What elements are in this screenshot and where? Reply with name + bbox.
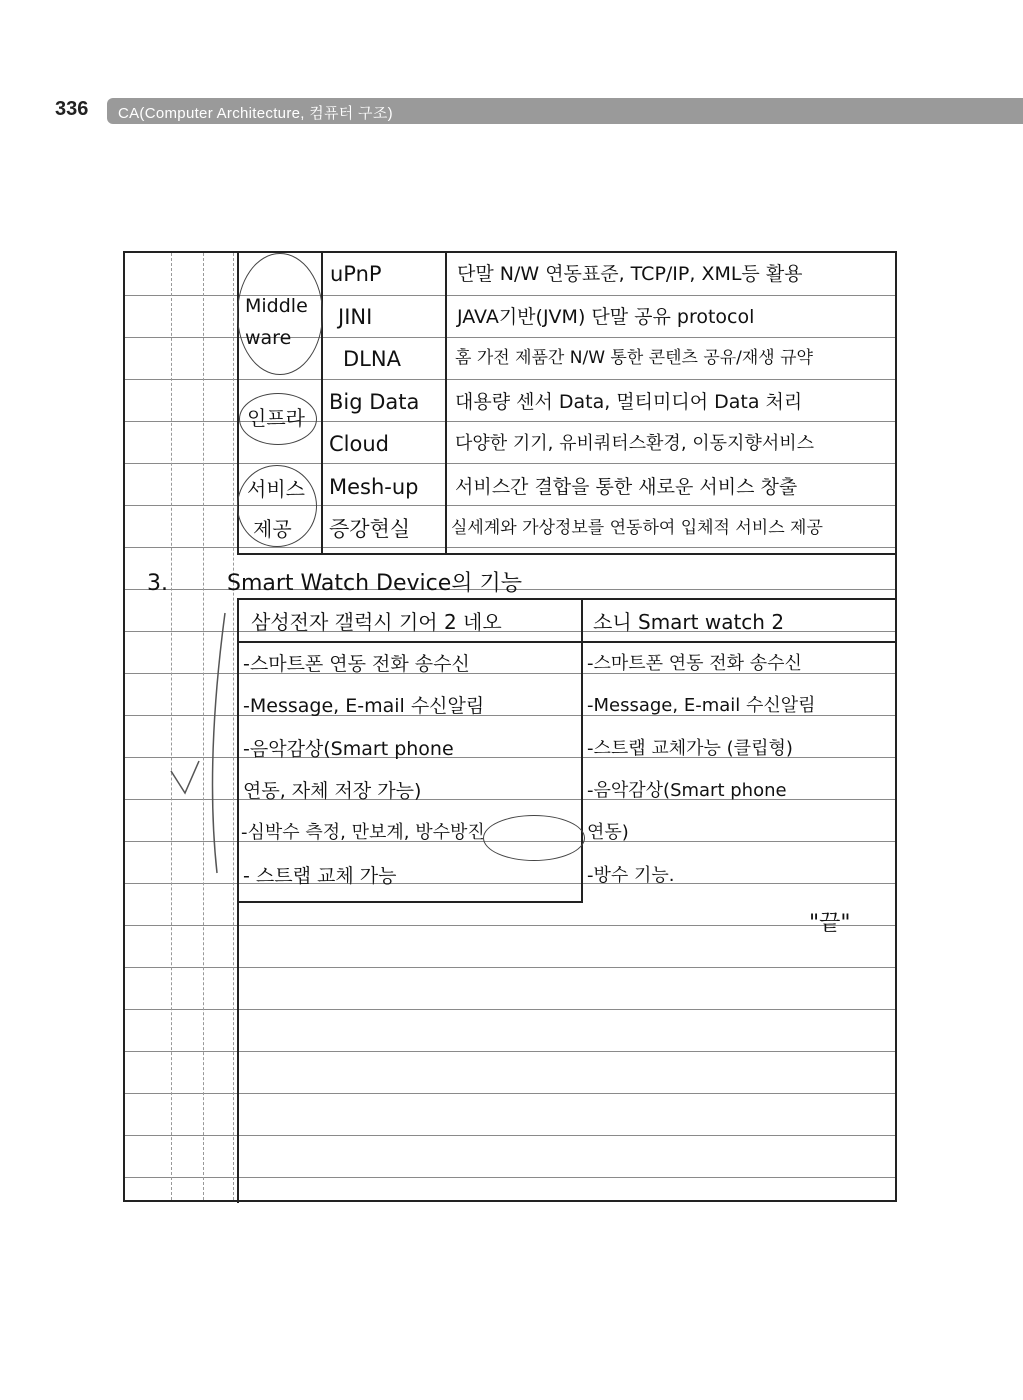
- tech-desc: 다양한 기기, 유비쿼터스환경, 이동지향서비스: [455, 433, 814, 454]
- watch-right-line: -스마트폰 연동 전화 송수신: [587, 653, 802, 674]
- group-label-service: 서비스: [247, 477, 305, 501]
- watch-left-line: 연동, 자체 저장 가능): [243, 780, 422, 802]
- end-mark: "끝": [809, 911, 851, 936]
- check-mark-icon: [165, 583, 235, 883]
- page-header: [0, 96, 1023, 128]
- table-border: [237, 598, 897, 600]
- answer-sheet: [123, 251, 897, 1202]
- tech-desc: 단말 N/W 연동표준, TCP/IP, XML등 활용: [457, 263, 803, 285]
- table-border: [237, 901, 581, 903]
- tech-desc: 홈 가전 제품간 N/W 통한 콘텐츠 공유/재생 규약: [455, 348, 813, 368]
- tech-desc: 서비스간 결합을 통한 새로운 서비스 창출: [455, 476, 798, 498]
- watch-left-line: -심박수 측정, 만보계, 방수방진: [241, 822, 485, 843]
- waterproof-circle: [483, 815, 585, 861]
- watch-right-line: 연동): [587, 822, 629, 843]
- table-border: [581, 598, 583, 903]
- table-border: [445, 253, 447, 553]
- group-label-middleware: ware: [245, 327, 292, 349]
- watch-right-line: -Message, E-mail 수신알림: [587, 695, 816, 716]
- tech-name: Mesh-up: [329, 475, 419, 499]
- tech-name: 증강현실: [329, 517, 411, 541]
- watch-left-line: -스마트폰 연동 전화 송수신: [243, 653, 470, 675]
- tech-desc: JAVA기반(JVM) 단말 공유 protocol: [457, 306, 755, 328]
- header-title: CA(Computer Architecture, 컴퓨터 구조): [118, 105, 393, 122]
- tech-name: uPnP: [330, 262, 382, 286]
- tech-name: DLNA: [343, 347, 401, 371]
- section-title: Smart Watch Device의 기능: [227, 571, 523, 596]
- watch-left-line: - 스트랩 교체 가능: [243, 865, 397, 887]
- tech-name: JINI: [338, 305, 373, 329]
- tech-name: Big Data: [329, 390, 420, 414]
- watch-header-right: 소니 Smart watch 2: [593, 610, 785, 634]
- watch-right-line: -스트랩 교체가능 (클립형): [587, 738, 793, 759]
- tech-desc: 실세계와 가상정보를 연동하여 입체적 서비스 제공: [451, 518, 823, 538]
- section-number: 3.: [147, 571, 168, 596]
- tech-name: Cloud: [329, 432, 389, 456]
- page-number: 336: [55, 98, 89, 120]
- table-border: [237, 553, 897, 555]
- group-label-infra: 인프라: [247, 406, 305, 430]
- watch-left-line: -Message, E-mail 수신알림: [243, 695, 485, 717]
- table-border: [237, 641, 897, 643]
- tech-desc: 대용량 센서 Data, 멀티미디어 Data 처리: [455, 391, 803, 413]
- watch-left-line: -음악감상(Smart phone: [243, 738, 454, 760]
- group-label-middleware: Middle: [245, 295, 308, 317]
- watch-header-left: 삼성전자 갤럭시 기어 2 네오: [251, 610, 502, 634]
- watch-right-line: -음악감상(Smart phone: [587, 780, 787, 801]
- group-label-service: 제공: [253, 517, 292, 541]
- watch-right-line: -방수 기능.: [587, 865, 675, 886]
